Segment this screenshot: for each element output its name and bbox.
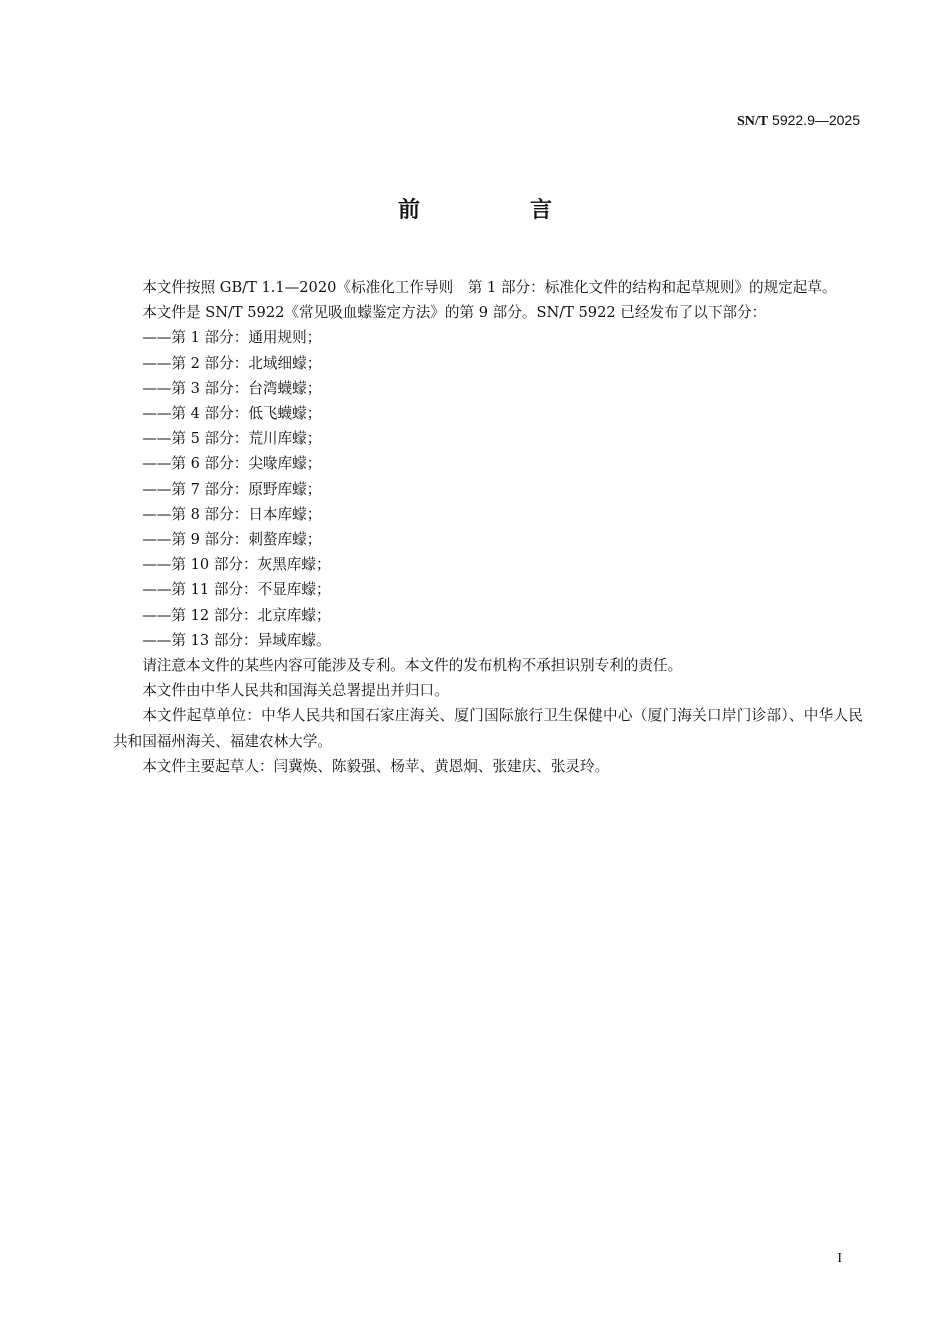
standard-code-prefix: SN/T <box>737 114 769 129</box>
list-item: ——第 8 部分：日本库蠓； <box>142 505 322 523</box>
list-item: ——第 10 部分：灰黑库蠓； <box>142 556 331 574</box>
proposer-paragraph: 本文件由中华人民共和国海关总署提出并归口。 <box>142 682 449 700</box>
page-title: 前 言 <box>397 198 596 223</box>
list-item: ——第 5 部分：荒川库蠓； <box>142 430 322 448</box>
drafting-rules-paragraph: 本文件按照 GB/T 1.1—2020《标准化工作导则 第 1 部分：标准化文件的结构和起草规则》的规定起草。 <box>142 279 837 296</box>
parts-list <box>113 325 863 653</box>
drafting-units-paragraph: 本文件起草单位：中华人民共和国石家庄海关、厦门国际旅行卫生保健中心（厦门海关口岸门诊部）、中华人民共和国福州海关、福建农林大学。 <box>113 707 863 750</box>
list-item: ——第 13 部分：异域库蠓。 <box>142 631 331 649</box>
drafters-paragraph: 本文件主要起草人：闫冀焕、陈毅强、杨苹、黄恩炯、张建庆、张灵玲。 <box>142 757 610 775</box>
list-item: ——第 3 部分：台湾蠛蠓； <box>142 379 322 397</box>
foreword-body <box>113 275 863 779</box>
list-item: ——第 12 部分：北京库蠓； <box>142 606 331 624</box>
list-item: ——第 2 部分：北域细蠓； <box>142 354 322 372</box>
page-number: I <box>837 1251 842 1266</box>
list-item: ——第 9 部分：刺螯库蠓； <box>142 531 322 549</box>
list-item: ——第 4 部分：低飞蠛蠓； <box>142 405 322 423</box>
standard-code-number: 5922.9—2025 <box>772 112 860 128</box>
list-item: ——第 1 部分：通用规则； <box>142 329 322 347</box>
list-item: ——第 6 部分：尖喙库蠓； <box>142 455 322 473</box>
standard-code <box>737 112 860 130</box>
patent-notice-paragraph: 请注意本文件的某些内容可能涉及专利。本文件的发布机构不承担识别专利的责任。 <box>142 657 683 675</box>
series-paragraph: 本文件是 SN/T 5922《常见吸血蠓鉴定方法》的第 9 部分。SN/T 5922 已经发布了以下部分： <box>142 304 767 322</box>
list-item: ——第 7 部分：原野库蠓； <box>142 480 322 498</box>
list-item: ——第 11 部分：不显库蠓； <box>142 581 331 599</box>
